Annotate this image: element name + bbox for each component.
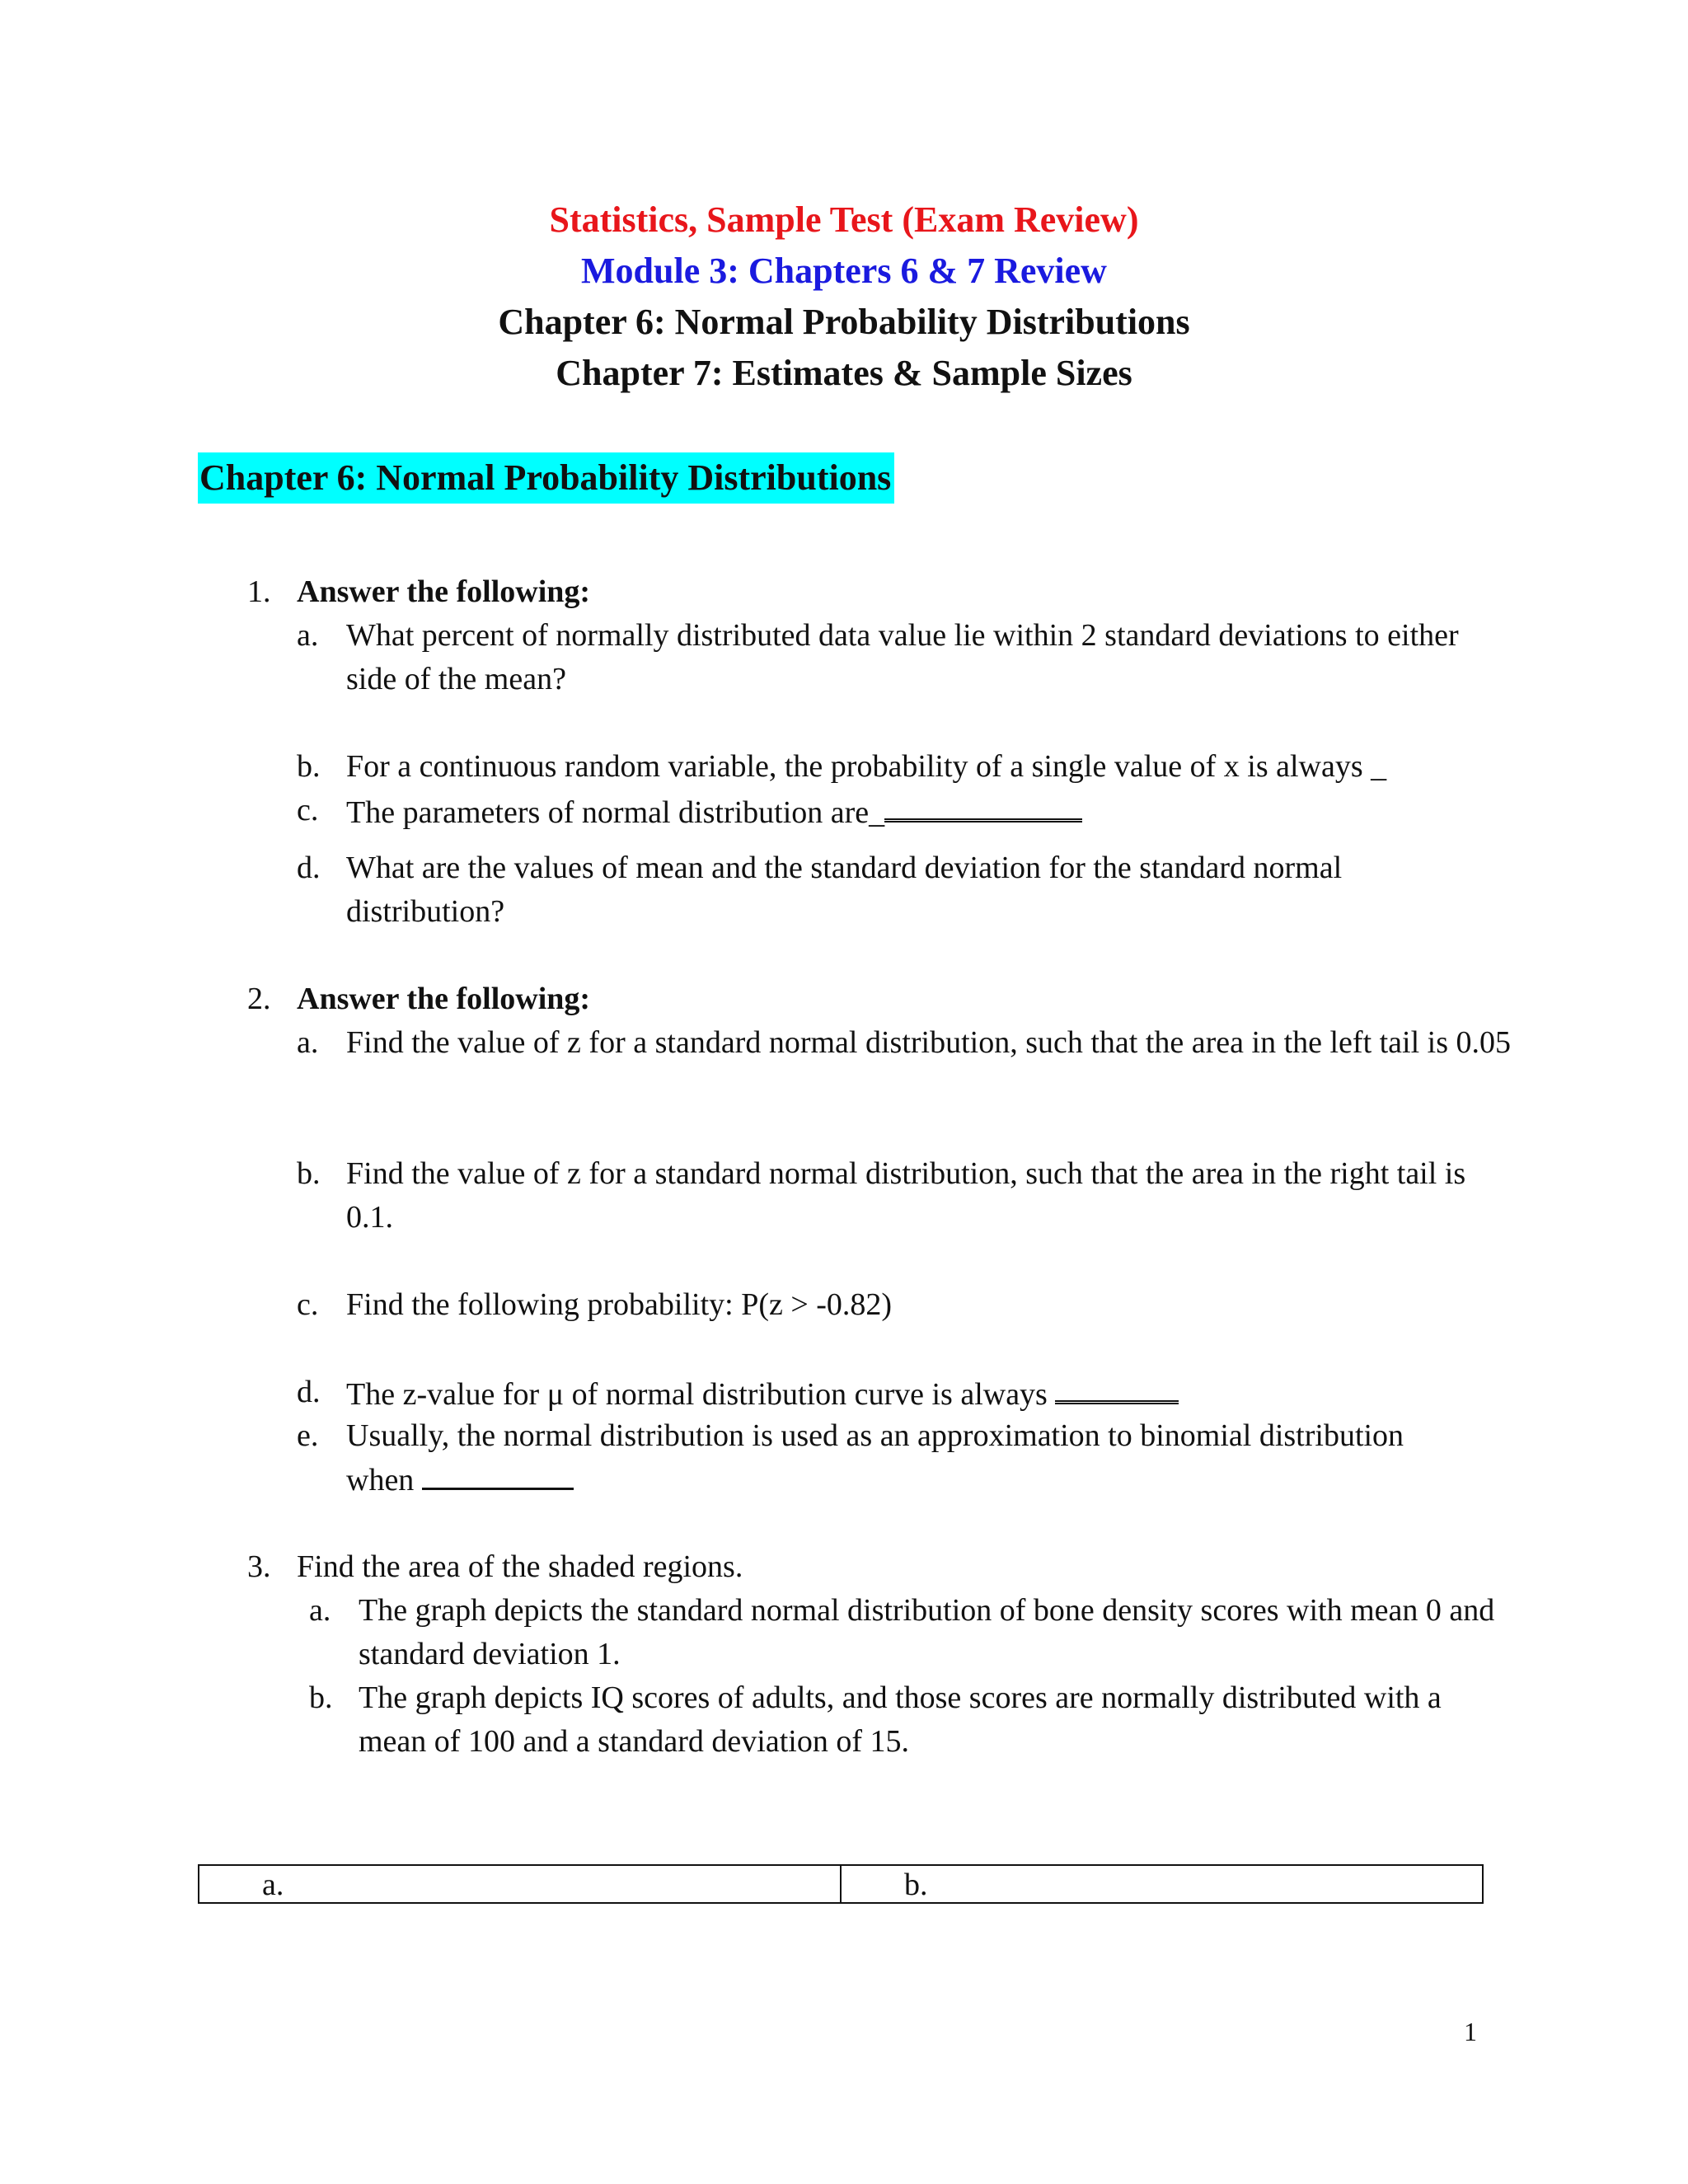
item-text: Find the following probability: P(z > -0.82) [346,1287,893,1322]
item-label: c. [297,1287,319,1322]
question-number: 1. [247,574,271,609]
question-heading: Answer the following: [297,574,591,609]
item-text: What percent of normally distributed data value lie within 2 standard deviations to either side of the mean? [346,618,1459,696]
item-text: The graph depicts IQ scores of adults, and those scores are normally distributed with a mean of 100 and a standard deviation of 15. [359,1680,1442,1759]
question-number: 3. [247,1549,271,1584]
item-text-line1: Usually, the normal distribution is used as an approximation to binomial distribution [346,1418,1404,1453]
item-label: e. [297,1418,319,1453]
item-label: c. [297,793,319,827]
item-label: b. [297,1156,321,1191]
item-text: For a continuous random variable, the probability of a single value of x is always _ [346,749,1387,784]
answer-cell-b[interactable] [840,1866,1482,1902]
item-label: a. [309,1593,331,1628]
answer-cell-a[interactable] [199,1866,840,1902]
item-label: a. [297,1025,319,1060]
question-heading: Find the area of the shaded regions. [297,1549,743,1584]
page-number: 1 [1464,2017,1477,2046]
answer-cell-label: b. [904,1868,928,1902]
item-text-line2: when [346,1463,422,1497]
item-label: b. [309,1680,333,1715]
answer-cell-label: a. [262,1868,284,1902]
item-label: a. [297,618,319,653]
item-label: b. [297,749,321,784]
answer-blank[interactable] [422,1458,574,1490]
module-subtitle: Module 3: Chapters 6 & 7 Review [581,251,1107,291]
item-text: The graph depicts the standard normal distribution of bone density scores with mean 0 and standard deviation 1. [359,1593,1495,1671]
item-text: What are the values of mean and the standard deviation for the standard normal distribution? [346,851,1343,929]
section-heading-chapter-6: Chapter 6: Normal Probability Distributions [198,452,894,504]
item-text: The z-value for μ of normal distribution curve is always [346,1377,1056,1412]
item-text: Find the value of z for a standard normal distribution, such that the area in the right tail is 0.1. [346,1156,1466,1235]
chapter-7-title: Chapter 7: Estimates & Sample Sizes [556,353,1132,393]
question-heading: Answer the following: [297,982,591,1016]
item-text: Find the value of z for a standard normal distribution, such that the area in the left tail is 0.05 [346,1025,1512,1060]
answer-blank[interactable] [1055,1371,1179,1404]
item-text: The parameters of normal distribution are_ [346,795,885,830]
answer-blank[interactable] [884,789,1082,823]
doc-title: Statistics, Sample Test (Exam Review) [549,199,1139,240]
title-block [0,194,1688,399]
item-label: d. [297,1375,321,1409]
item-label: d. [297,851,321,885]
answer-table [198,1864,1484,1904]
chapter-6-title: Chapter 6: Normal Probability Distributions [498,302,1190,342]
question-number: 2. [247,982,271,1016]
